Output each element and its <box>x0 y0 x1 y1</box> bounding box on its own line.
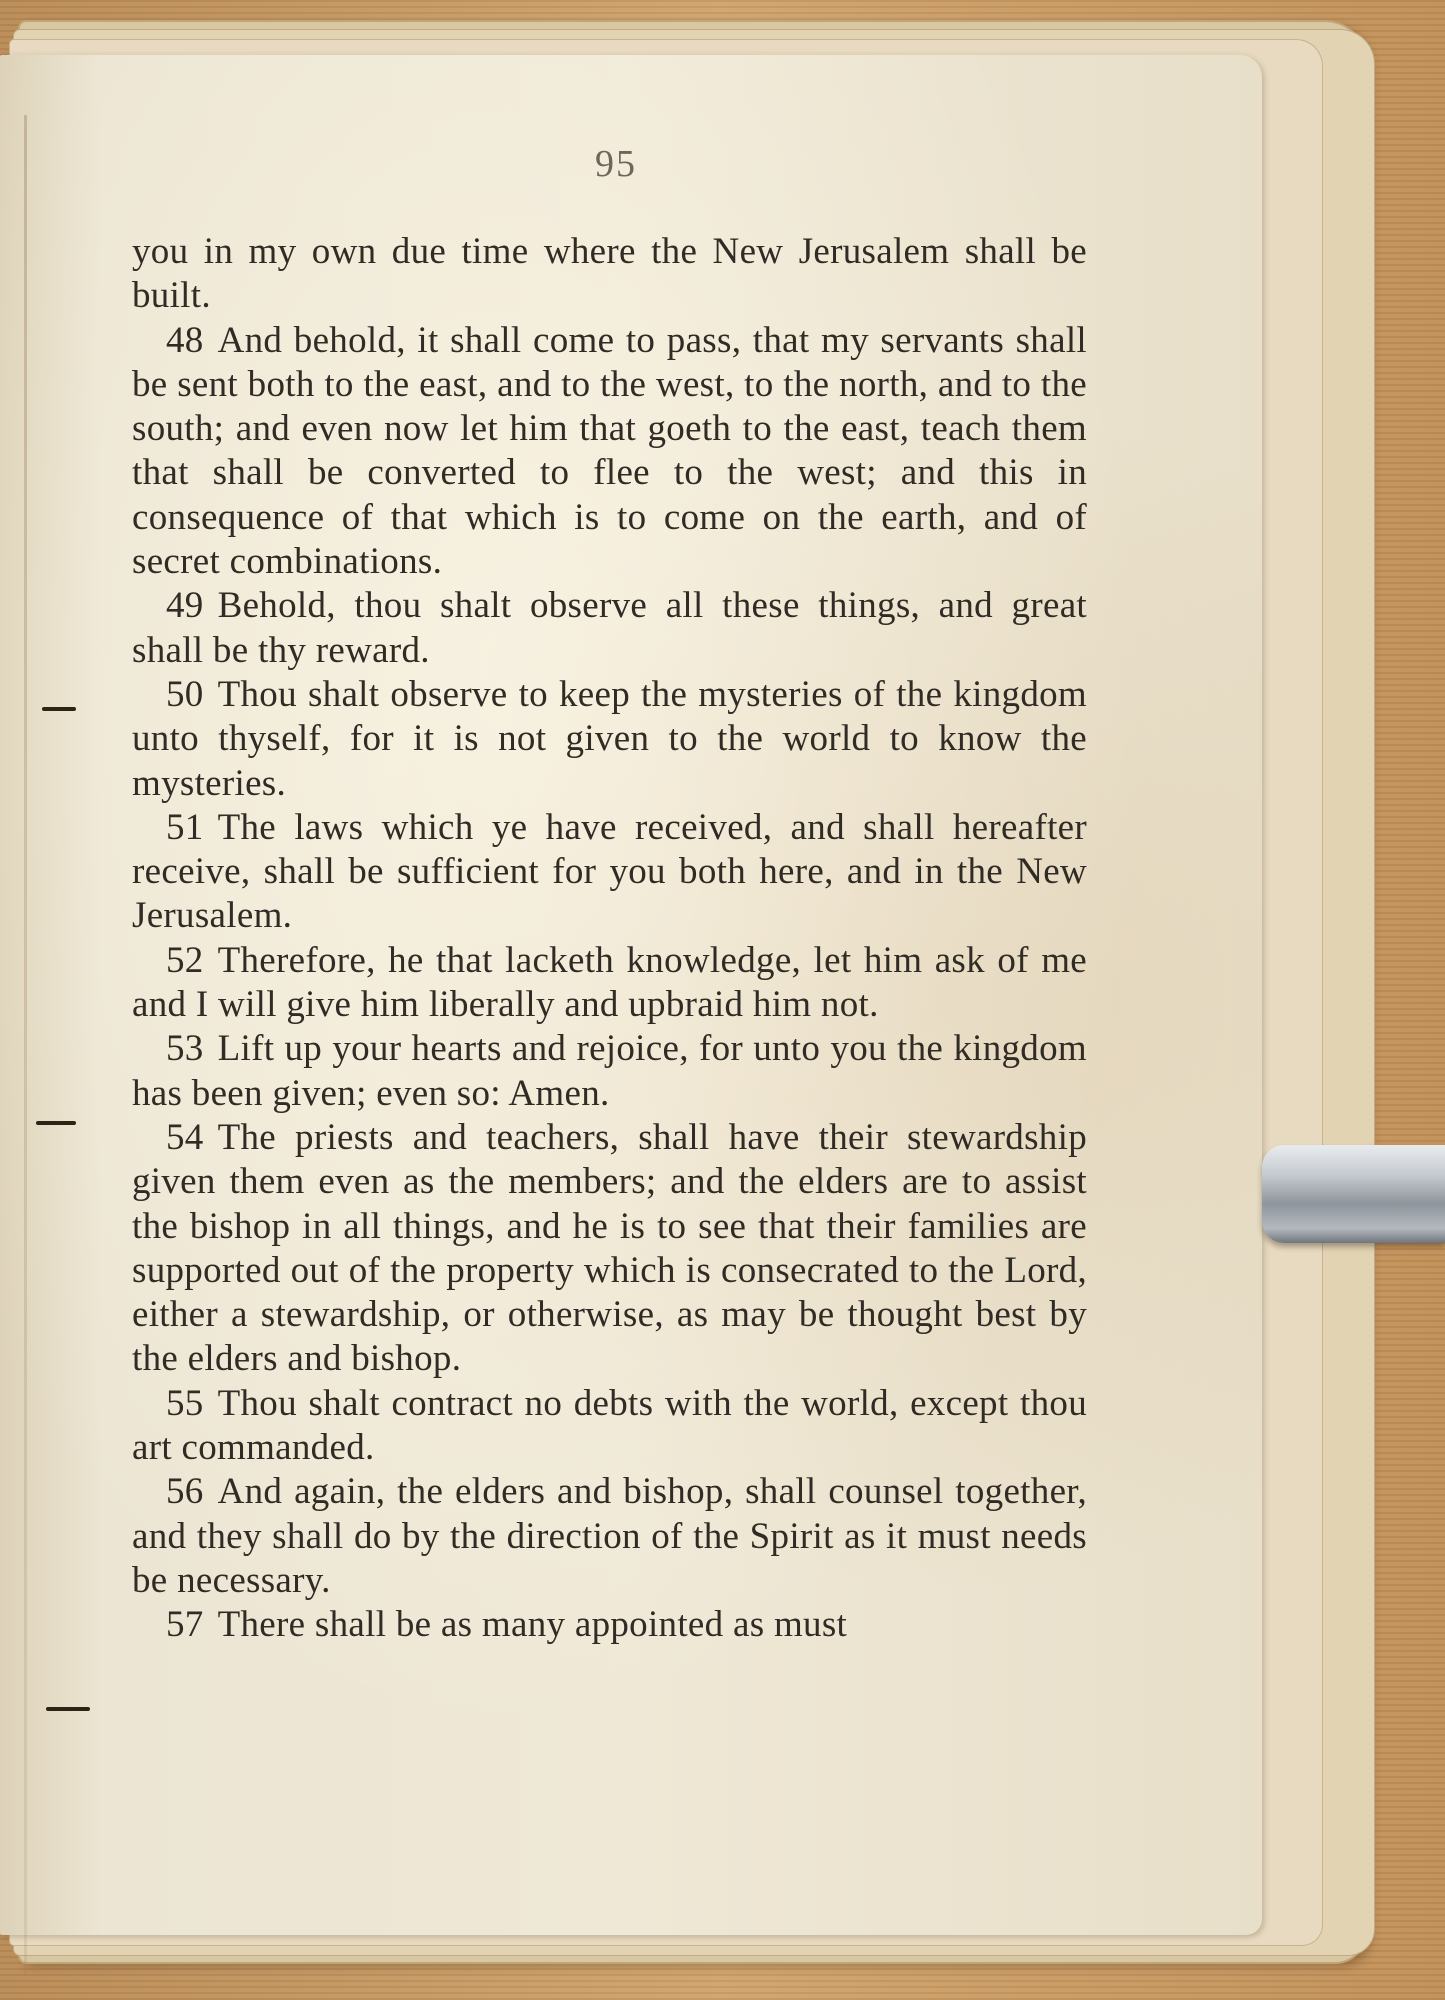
verse-49 <box>132 584 1087 673</box>
verse-text: The priests and teachers, shall have their stewardship given them even as the members; and the elders are to assist the bishop in all things, and he is to see that their families are supported out of the property which is consecrated to the Lord, either a stewardship, or otherwise, as may be thought best by the elders and bishop. <box>132 1116 1087 1380</box>
verse-text: The laws which ye have received, and shall hereafter receive, shall be sufficient for you both here, and in the New Jerusalem. <box>132 806 1087 937</box>
verse-number: 49 <box>166 585 204 627</box>
continued-text: you in my own due time where the New Jerusalem shall be built. <box>132 231 1087 317</box>
binding-stitch <box>36 1121 76 1125</box>
binding-stitch <box>46 1707 90 1711</box>
verse-text: Therefore, he that lacketh knowledge, let him ask of me and I will give him liberally and upbraid him not. <box>132 939 1087 1026</box>
binding-stitch <box>42 707 76 711</box>
verse-number: 55 <box>166 1382 204 1424</box>
verse-text: Thou shalt contract no debts with the world, except thou art commanded. <box>132 1382 1087 1469</box>
verse-text: Thou shalt observe to keep the mysteries of the kingdom unto thyself, for it is not given to the world to know the mysteries. <box>132 673 1087 804</box>
verse-53 <box>132 1027 1087 1116</box>
verse-text: And behold, it shall come to pass, that my servants shall be sent both to the east, and to the west, to the north, and to the south; and even now let him that goeth to the east, teach them that shall be converted to flee to the west; and this in consequence of that which is to come on the earth, and of secret combinations. <box>132 319 1087 583</box>
verse-number: 56 <box>166 1471 204 1513</box>
verse-50 <box>132 673 1087 806</box>
verse-number: 51 <box>166 806 204 848</box>
page-text <box>132 230 1087 1648</box>
verse-number: 57 <box>166 1604 204 1646</box>
verse-55 <box>132 1382 1087 1471</box>
verse-57 <box>132 1603 1087 1647</box>
metal-page-clip <box>1262 1145 1445 1243</box>
verse-text: Behold, thou shalt observe all these things, and great shall be thy reward. <box>132 585 1087 671</box>
verse-number: 48 <box>166 319 204 361</box>
verse-text: There shall be as many appointed as must <box>217 1604 848 1646</box>
verse-number: 50 <box>166 673 204 715</box>
verse-text: Lift up your hearts and rejoice, for unto you the kingdom has been given; even so: Amen. <box>132 1028 1087 1114</box>
verse-number: 52 <box>166 939 204 981</box>
verse-52 <box>132 939 1087 1028</box>
verse-56 <box>132 1470 1087 1603</box>
binding-gutter <box>24 115 27 1975</box>
page-number: 95 <box>595 143 637 185</box>
verse-51 <box>132 806 1087 939</box>
verse-number: 54 <box>166 1116 204 1158</box>
verse-48 <box>132 319 1087 585</box>
verse-54 <box>132 1116 1087 1382</box>
verse-number: 53 <box>166 1028 204 1070</box>
verse-text: And again, the elders and bishop, shall counsel together, and they shall do by the direction of the Spirit as it must needs be necessary. <box>132 1471 1087 1601</box>
